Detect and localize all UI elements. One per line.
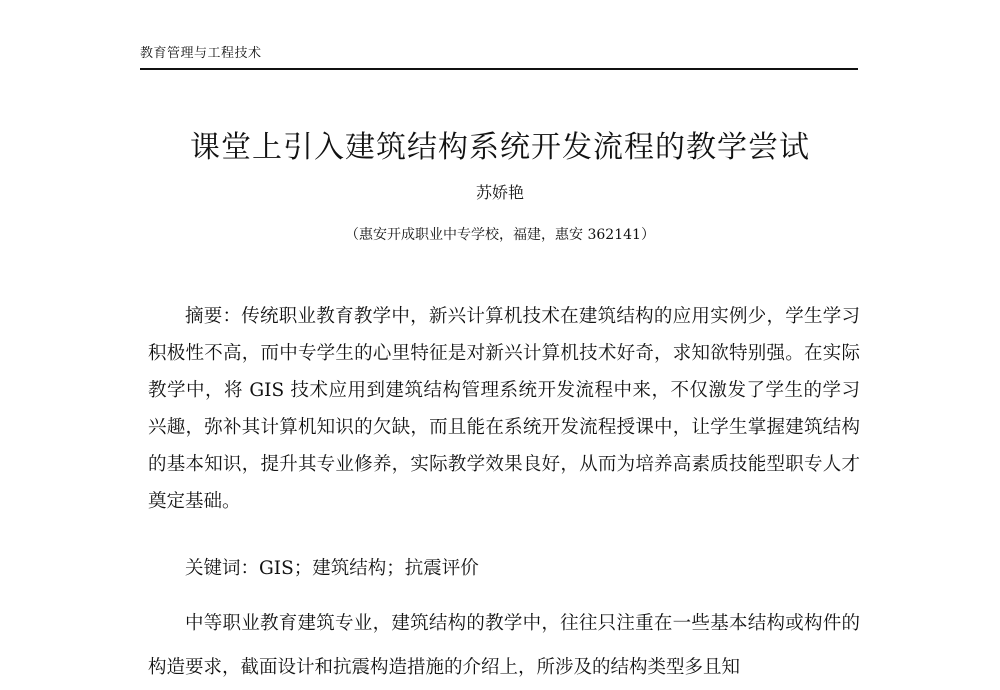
header-rule <box>140 68 858 70</box>
article-author: 苏娇艳 <box>475 183 524 202</box>
article-title: 课堂上引入建筑结构系统开发流程的教学尝试 <box>190 130 810 165</box>
keywords-paragraph <box>148 550 860 587</box>
keywords-text: GIS；建筑结构；抗震评价 <box>259 558 479 579</box>
abstract-text: 传统职业教育教学中，新兴计算机技术在建筑结构的应用实例少，学生学习积极性不高，而中专学生的心里特征是对新兴计算机技术好奇，求知欲特别强。在实际教学中，将 GIS 技术应用到建筑结构管理系统开发流程中来，不仅激发了学生的学习兴趣，弥补其计算机知识的欠缺，而且能在系统开发流程授课中，让学生掌握建筑结构的基本知识，提升其专业修养，实际教学效果良好，从而为培养高素质技能型职专人才奠定基础。 <box>148 306 860 512</box>
abstract-label: 摘要： <box>185 306 242 327</box>
keywords-label: 关键词： <box>185 558 260 579</box>
running-header: 教育管理与工程技术 <box>140 46 262 61</box>
abstract-paragraph <box>148 298 860 520</box>
body-paragraph: 中等职业教育建筑专业，建筑结构的教学中，往往只注重在一些基本结构或构件的构造要求，截面设计和抗震构造措施的介绍上，所涉及的结构类型多且知 <box>148 613 860 678</box>
article-affiliation: （惠安开成职业中专学校，福建，惠安 362141） <box>345 227 655 243</box>
